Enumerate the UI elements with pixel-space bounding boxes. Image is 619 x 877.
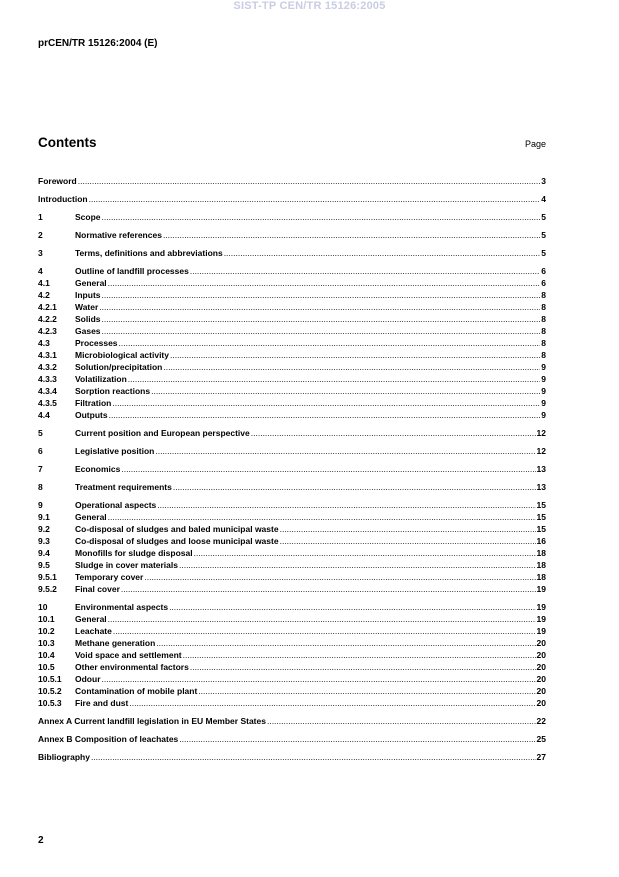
toc-entry-page: 18: [536, 572, 546, 582]
toc-dot-leader: [119, 337, 541, 349]
toc-dot-leader: [155, 445, 535, 457]
toc-entry-title: Co-disposal of sludges and loose municipal waste: [75, 536, 279, 546]
page-number: 2: [38, 835, 44, 846]
toc-entry-title: Fire and dust: [75, 698, 129, 708]
toc-entry-page: 5: [541, 248, 546, 258]
toc-dot-leader: [251, 427, 536, 439]
toc-entry-page: 16: [536, 536, 546, 546]
toc-entry-page: 20: [536, 662, 546, 672]
toc-dot-leader: [190, 661, 536, 673]
toc-entry-number: 4.3.5: [38, 398, 57, 408]
toc-entry[interactable]: [38, 613, 546, 625]
toc-entry[interactable]: [38, 211, 546, 223]
toc-dot-leader: [112, 397, 540, 409]
toc-dot-leader: [224, 247, 541, 259]
toc-entry-page: 27: [536, 752, 546, 762]
toc-dot-leader: [267, 715, 536, 727]
toc-entry-title: Environmental aspects: [75, 602, 169, 612]
toc-entry-page: 20: [536, 638, 546, 648]
toc-entry-page: 8: [541, 314, 546, 324]
toc-entry-title: Terms, definitions and abbreviations: [75, 248, 223, 258]
toc-entry[interactable]: [38, 277, 546, 289]
toc-entry-title: Microbiological activity: [75, 350, 169, 360]
toc-entry[interactable]: [38, 697, 546, 709]
toc-entry-number: 6: [38, 446, 43, 456]
toc-entry[interactable]: [38, 427, 546, 439]
toc-dot-leader: [157, 499, 535, 511]
toc-entry-page: 18: [536, 548, 546, 558]
toc-entry-page: 13: [536, 482, 546, 492]
toc-dot-leader: [179, 733, 535, 745]
toc-entry-number: 4.1: [38, 278, 50, 288]
toc-entry-title: Solution/precipitation: [75, 362, 163, 372]
toc-dot-leader: [194, 547, 536, 559]
toc-entry-page: 20: [536, 698, 546, 708]
toc-entry-page: 9: [541, 374, 546, 384]
toc-entry-title: General: [75, 512, 107, 522]
toc-entry-page: 20: [536, 650, 546, 660]
toc-entry-number: 4.3.4: [38, 386, 57, 396]
toc-entry[interactable]: [38, 673, 546, 685]
toc-entry-number: 10.5.1: [38, 674, 62, 684]
toc-entry-number: 9.1: [38, 512, 50, 522]
toc-entry-title: Final cover: [75, 584, 120, 594]
toc-entry[interactable]: [38, 649, 546, 661]
toc-entry-number: 4.3.2: [38, 362, 57, 372]
toc-entry-page: 5: [541, 212, 546, 222]
toc-dot-leader: [198, 685, 535, 697]
toc-dot-leader: [102, 673, 536, 685]
toc-dot-leader: [89, 193, 541, 205]
toc-entry-page: 8: [541, 350, 546, 360]
toc-entry[interactable]: [38, 481, 546, 493]
toc-entry-title: Economics: [75, 464, 121, 474]
toc-entry[interactable]: [38, 373, 546, 385]
toc-dot-leader: [183, 649, 536, 661]
toc-entry-title: Bibliography: [38, 752, 90, 762]
toc-entry-title: Co-disposal of sludges and baled municipal waste: [75, 524, 279, 534]
toc-entry-page: 8: [541, 326, 546, 336]
toc-entry-number: 10.1: [38, 614, 55, 624]
toc-entry-page: 19: [536, 614, 546, 624]
toc-entry[interactable]: [38, 325, 546, 337]
toc-entry-title: Odour: [75, 674, 101, 684]
toc-dot-leader: [113, 625, 536, 637]
toc-entry-title: Legislative position: [75, 446, 155, 456]
toc-entry-title: Contamination of mobile plant: [75, 686, 198, 696]
toc-entry-number: 10.5.3: [38, 698, 62, 708]
toc-entry-number: 10.5.2: [38, 686, 62, 696]
toc-entry-page: 9: [541, 362, 546, 372]
toc-entry-title: Methane generation: [75, 638, 156, 648]
toc-entry[interactable]: [38, 637, 546, 649]
toc-entry-page: 13: [536, 464, 546, 474]
toc-dot-leader: [121, 463, 535, 475]
toc-entry-number: 4.2: [38, 290, 50, 300]
toc-entry[interactable]: [38, 229, 546, 241]
toc-entry-page: 8: [541, 338, 546, 348]
toc-entry-page: 19: [536, 584, 546, 594]
toc-entry[interactable]: [38, 445, 546, 457]
toc-dot-leader: [169, 601, 535, 613]
toc-entry[interactable]: [38, 733, 546, 745]
toc-entry-title: Other environmental factors: [75, 662, 189, 672]
toc-dot-leader: [91, 751, 536, 763]
toc-entry[interactable]: [38, 661, 546, 673]
toc-entry[interactable]: [38, 463, 546, 475]
toc-entry-number: 4.3: [38, 338, 50, 348]
toc-dot-leader: [109, 409, 541, 421]
page-column-label: Page: [524, 139, 546, 149]
toc-entry-title: Volatilization: [75, 374, 127, 384]
toc-entry-number: 10.2: [38, 626, 55, 636]
toc-entry[interactable]: [38, 247, 546, 259]
toc-dot-leader: [108, 613, 536, 625]
toc-entry-number: 10: [38, 602, 48, 612]
toc-dot-leader: [173, 481, 536, 493]
toc-entry-title: Filtration: [75, 398, 112, 408]
toc-entry-title: General: [75, 614, 107, 624]
toc-entry[interactable]: [38, 349, 546, 361]
toc-dot-leader: [128, 373, 540, 385]
toc-entry[interactable]: [38, 535, 546, 547]
toc-entry-number: 9.5.2: [38, 584, 57, 594]
toc-entry[interactable]: [38, 337, 546, 349]
toc-dot-leader: [156, 637, 535, 649]
toc-dot-leader: [108, 277, 541, 289]
toc-entry-number: 4.4: [38, 410, 50, 420]
toc-dot-leader: [108, 511, 536, 523]
toc-entry[interactable]: [38, 385, 546, 397]
toc-entry-number: 4: [38, 266, 43, 276]
toc-dot-leader: [99, 301, 540, 313]
toc-entry[interactable]: [38, 193, 546, 205]
toc-entry-title: Monofills for sludge disposal: [75, 548, 193, 558]
toc-entry-page: 12: [536, 446, 546, 456]
toc-entry-number: 8: [38, 482, 43, 492]
toc-entry-title: Sorption reactions: [75, 386, 151, 396]
toc-entry-title: Inputs: [75, 290, 101, 300]
toc-entry-title: Leachate: [75, 626, 112, 636]
toc-entry[interactable]: [38, 751, 546, 763]
toc-entry[interactable]: [38, 313, 546, 325]
toc-entry[interactable]: [38, 265, 546, 277]
toc-entry-page: 6: [541, 278, 546, 288]
toc-entry-title: Temporary cover: [75, 572, 144, 582]
toc-dot-leader: [121, 583, 536, 595]
toc-entry-title: General: [75, 278, 107, 288]
toc-entry-number: 10.4: [38, 650, 55, 660]
toc-dot-leader: [78, 175, 541, 187]
toc-entry-page: 20: [536, 686, 546, 696]
toc-dot-leader: [102, 313, 541, 325]
toc-entry-title: Operational aspects: [75, 500, 157, 510]
toc-entry[interactable]: [38, 601, 546, 613]
toc-entry-page: 15: [536, 512, 546, 522]
toc-entry-number: 3: [38, 248, 43, 258]
toc-dot-leader: [151, 385, 540, 397]
toc-dot-leader: [163, 229, 540, 241]
toc-entry-number: 4.2.2: [38, 314, 57, 324]
toc-entry[interactable]: [38, 547, 546, 559]
toc-entry-number: 9.4: [38, 548, 50, 558]
toc-entry[interactable]: [38, 499, 546, 511]
toc-dot-leader: [163, 361, 540, 373]
toc-entry-title: Annex A Current landfill legislation in EU Member States: [38, 716, 266, 726]
toc-entry-page: 9: [541, 398, 546, 408]
toc-entry-page: 9: [541, 410, 546, 420]
toc-entry[interactable]: [38, 625, 546, 637]
toc-entry-title: Solids: [75, 314, 101, 324]
contents-heading: Contents: [38, 135, 97, 150]
toc-dot-leader: [179, 559, 536, 571]
toc-entry[interactable]: [38, 571, 546, 583]
toc-entry-page: 18: [536, 560, 546, 570]
table-of-contents: [38, 175, 546, 763]
toc-dot-leader: [102, 325, 541, 337]
toc-dot-leader: [144, 571, 535, 583]
toc-entry-page: 5: [541, 230, 546, 240]
toc-dot-leader: [129, 697, 535, 709]
toc-entry-title: Introduction: [38, 194, 88, 204]
toc-entry[interactable]: [38, 523, 546, 535]
toc-entry-title: Current position and European perspective: [75, 428, 250, 438]
toc-entry[interactable]: [38, 397, 546, 409]
toc-entry-page: 12: [536, 428, 546, 438]
toc-entry-title: Gases: [75, 326, 101, 336]
toc-entry-number: 4.3.3: [38, 374, 57, 384]
toc-dot-leader: [190, 265, 540, 277]
toc-entry-title: Foreword: [38, 176, 77, 186]
toc-entry-number: 2: [38, 230, 43, 240]
toc-entry-title: Water: [75, 302, 99, 312]
toc-entry[interactable]: [38, 289, 546, 301]
document-id: prCEN/TR 15126:2004 (E): [38, 38, 158, 49]
toc-entry-number: 4.2.3: [38, 326, 57, 336]
toc-entry[interactable]: [38, 175, 546, 187]
toc-dot-leader: [102, 289, 541, 301]
toc-entry-number: 9.3: [38, 536, 50, 546]
toc-entry-title: Sludge in cover materials: [75, 560, 178, 570]
toc-entry-page: 15: [536, 500, 546, 510]
toc-dot-leader: [280, 535, 536, 547]
toc-dot-leader: [170, 349, 540, 361]
toc-entry-title: Void space and settlement: [75, 650, 182, 660]
toc-entry-page: 25: [536, 734, 546, 744]
toc-entry-title: Outline of landfill processes: [75, 266, 189, 276]
toc-entry[interactable]: [38, 685, 546, 697]
toc-entry-number: 9.5.1: [38, 572, 57, 582]
toc-entry-page: 20: [536, 674, 546, 684]
toc-entry-page: 8: [541, 302, 546, 312]
toc-entry-page: 22: [536, 716, 546, 726]
toc-entry-number: 1: [38, 212, 43, 222]
toc-entry-page: 19: [536, 602, 546, 612]
watermark: SIST-TP CEN/TR 15126:2005: [233, 0, 386, 12]
toc-entry-page: 9: [541, 386, 546, 396]
toc-entry-number: 9: [38, 500, 43, 510]
toc-entry-title: Scope: [75, 212, 101, 222]
toc-entry-title: Outputs: [75, 410, 108, 420]
toc-entry[interactable]: [38, 511, 546, 523]
toc-entry-page: 15: [536, 524, 546, 534]
toc-entry-page: 3: [541, 176, 546, 186]
toc-entry-number: 7: [38, 464, 43, 474]
toc-entry-title: Treatment requirements: [75, 482, 172, 492]
toc-entry-number: 9.2: [38, 524, 50, 534]
toc-entry-title: Processes: [75, 338, 118, 348]
toc-dot-leader: [280, 523, 536, 535]
toc-entry-page: 6: [541, 266, 546, 276]
toc-entry[interactable]: [38, 715, 546, 727]
toc-entry[interactable]: [38, 301, 546, 313]
toc-entry-page: 8: [541, 290, 546, 300]
toc-entry[interactable]: [38, 361, 546, 373]
toc-entry[interactable]: [38, 409, 546, 421]
toc-entry-page: 19: [536, 626, 546, 636]
toc-entry-number: 10.3: [38, 638, 55, 648]
toc-entry-title: Annex B Composition of leachates: [38, 734, 179, 744]
toc-entry[interactable]: [38, 559, 546, 571]
toc-dot-leader: [102, 211, 541, 223]
toc-entry[interactable]: [38, 583, 546, 595]
toc-entry-number: 4.3.1: [38, 350, 57, 360]
toc-entry-number: 4.2.1: [38, 302, 57, 312]
toc-entry-number: 5: [38, 428, 43, 438]
toc-entry-number: 10.5: [38, 662, 55, 672]
toc-entry-number: 9.5: [38, 560, 50, 570]
toc-entry-page: 4: [541, 194, 546, 204]
toc-entry-title: Normative references: [75, 230, 162, 240]
